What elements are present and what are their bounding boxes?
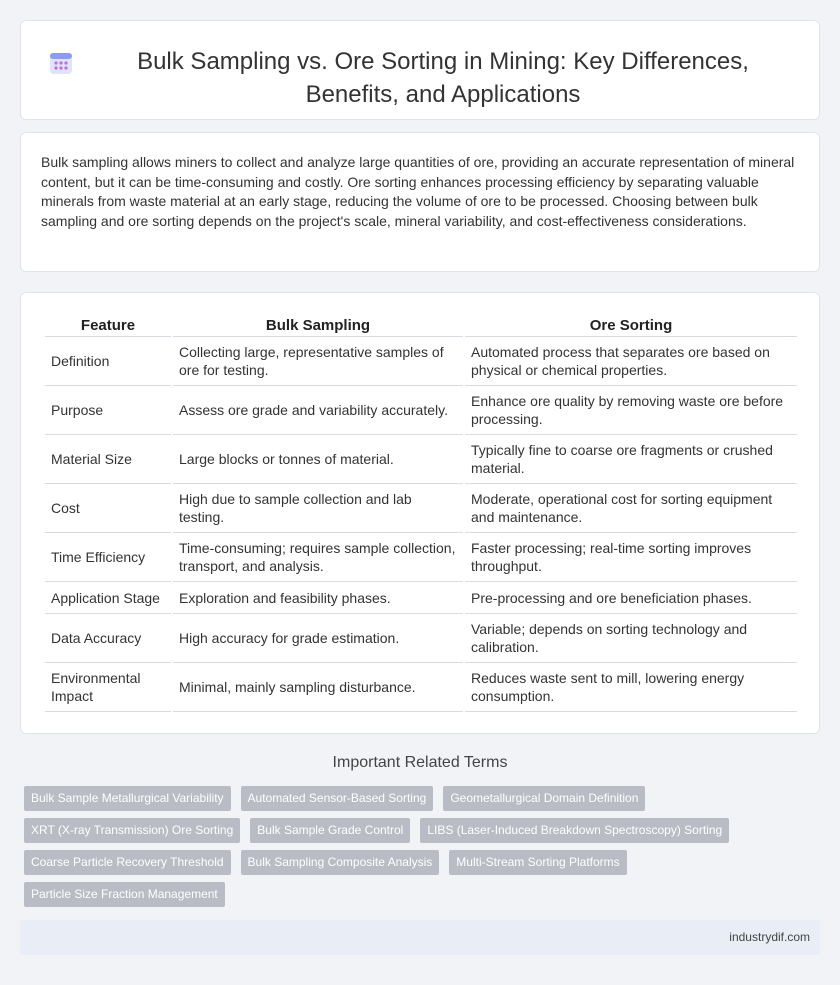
feature-cell: Purpose — [45, 386, 171, 435]
intro-paragraph: Bulk sampling allows miners to collect and analyze large quantities of ore, providing an accurate representation of mineral content, but it can be time-consuming and costly. Ore sorting enhances processing efficiency by separating valuable minerals from waste material at an early stage, reducing the volume of ore to be processed. Choosing between bulk sampling and ore sorting depends on the project's scale, mineral variability, and cost-effectiveness considerations. — [41, 154, 795, 229]
ore-sorting-cell: Typically fine to coarse ore fragments or crushed material. — [465, 435, 797, 484]
feature-cell: Application Stage — [45, 582, 171, 614]
table-row — [45, 614, 797, 663]
bulk-sampling-cell: Exploration and feasibility phases. — [173, 582, 463, 614]
page-title: Bulk Sampling vs. Ore Sorting in Mining: Key Differences, Benefits, and Applications — [137, 48, 749, 108]
ore-sorting-cell: Moderate, operational cost for sorting equipment and maintenance. — [465, 484, 797, 533]
related-term-tag[interactable]: LIBS (Laser-Induced Breakdown Spectroscopy) Sorting — [420, 818, 729, 843]
footer-bar — [20, 920, 820, 955]
related-terms-title: Important Related Terms — [332, 754, 508, 771]
table-row — [45, 582, 797, 614]
related-term-tag[interactable]: Geometallurgical Domain Definition — [443, 786, 645, 811]
bulk-sampling-cell: Collecting large, representative samples of ore for testing. — [173, 337, 463, 386]
table-row — [45, 386, 797, 435]
bulk-sampling-cell: High due to sample collection and lab testing. — [173, 484, 463, 533]
ore-sorting-cell: Pre-processing and ore beneficiation phases. — [465, 582, 797, 614]
table-row — [45, 533, 797, 582]
table-row — [45, 337, 797, 386]
table-row — [45, 663, 797, 712]
table-row — [45, 435, 797, 484]
related-term-tag[interactable]: XRT (X-ray Transmission) Ore Sorting — [24, 818, 240, 843]
related-term-tag[interactable]: Multi-Stream Sorting Platforms — [449, 850, 626, 875]
feature-cell: Data Accuracy — [45, 614, 171, 663]
header-ore-sorting: Ore Sorting — [465, 313, 797, 337]
bulk-sampling-cell: Large blocks or tonnes of material. — [173, 435, 463, 484]
related-term-tag[interactable]: Bulk Sample Grade Control — [250, 818, 410, 843]
related-term-tag[interactable]: Automated Sensor-Based Sorting — [241, 786, 434, 811]
header-feature: Feature — [45, 313, 171, 337]
ore-sorting-cell: Variable; depends on sorting technology and calibration. — [465, 614, 797, 663]
feature-cell: Definition — [45, 337, 171, 386]
table-header-row — [45, 313, 797, 337]
related-term-tag[interactable]: Particle Size Fraction Management — [24, 882, 225, 907]
footer-site-link[interactable]: industrydif.com — [729, 930, 810, 944]
bulk-sampling-cell: Minimal, mainly sampling disturbance. — [173, 663, 463, 712]
feature-cell: Environmental Impact — [45, 663, 171, 712]
related-term-tag[interactable]: Bulk Sample Metallurgical Variability — [24, 786, 231, 811]
ore-sorting-cell: Automated process that separates ore based on physical or chemical properties. — [465, 337, 797, 386]
related-term-tag[interactable]: Coarse Particle Recovery Threshold — [24, 850, 231, 875]
table-row — [45, 484, 797, 533]
title-card — [20, 20, 820, 120]
header-bulk-sampling: Bulk Sampling — [173, 313, 463, 337]
bulk-sampling-cell: High accuracy for grade estimation. — [173, 614, 463, 663]
feature-cell: Cost — [45, 484, 171, 533]
related-terms-list — [20, 786, 820, 914]
intro-card — [20, 132, 820, 272]
comparison-card — [20, 292, 820, 734]
ore-sorting-cell: Enhance ore quality by removing waste ore before processing. — [465, 386, 797, 435]
bulk-sampling-cell: Time-consuming; requires sample collection, transport, and analysis. — [173, 533, 463, 582]
ore-sorting-cell: Reduces waste sent to mill, lowering energy consumption. — [465, 663, 797, 712]
ore-sorting-cell: Faster processing; real-time sorting improves throughput. — [465, 533, 797, 582]
feature-cell: Time Efficiency — [45, 533, 171, 582]
bulk-sampling-cell: Assess ore grade and variability accurately. — [173, 386, 463, 435]
calendar-grid-icon — [47, 49, 75, 77]
comparison-table — [43, 313, 799, 712]
feature-cell: Material Size — [45, 435, 171, 484]
title-wrap — [21, 21, 819, 111]
related-term-tag[interactable]: Bulk Sampling Composite Analysis — [241, 850, 440, 875]
